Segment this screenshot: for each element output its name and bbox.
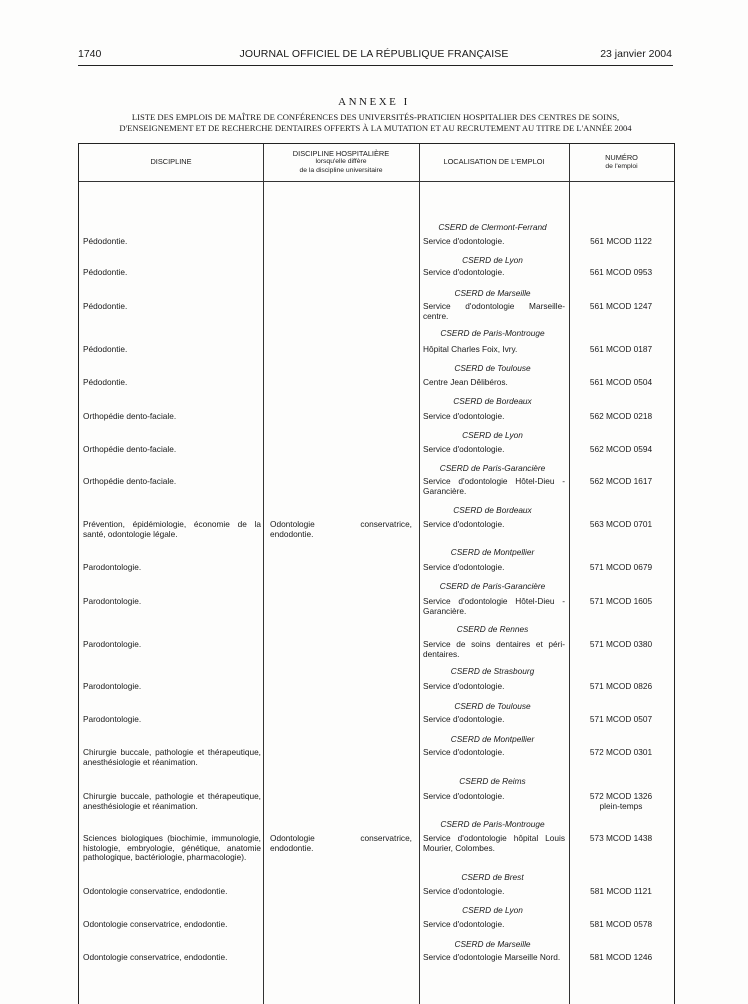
service-cell: Service de soins dentaires et péri-dentaires.: [423, 639, 565, 659]
cserd-location: CSERD de Clermont-Ferrand: [438, 222, 547, 232]
service-cell: Centre Jean Dêlibéros.: [423, 377, 508, 387]
service-cell: Service d'odontologie Hôtel-Dieu - Garancière.: [423, 596, 565, 616]
employment-number: 572 MCOD 0301: [589, 747, 653, 757]
employment-number: 561 MCOD 0504: [589, 377, 653, 387]
discipline-cell: Pédodontie.: [83, 267, 128, 277]
annex-label: ANNEXE I: [338, 96, 410, 108]
list-title-line-1: LISTE DES EMPLOIS DE MAÎTRE DE CONFÉRENCES DES UNIVERSITÉS-PRATICIEN HOSPITALIER DES CENTRES DE SOINS,: [131, 112, 620, 122]
cserd-location: CSERD de Lyon: [462, 255, 523, 265]
cserd-location: CSERD de Toulouse: [454, 701, 531, 711]
service-cell: Service d'odontologie.: [423, 519, 505, 529]
service-cell: Service d'odontologie.: [423, 886, 505, 896]
col-header-number-line-2: de l'emploi: [605, 162, 638, 170]
discipline-cell: Prévention, épidémiologie, économie de la santé, odontologie légale.: [83, 519, 261, 539]
discipline-cell: Parodontologie.: [83, 639, 142, 649]
employment-number: 563 MCOD 0701: [589, 519, 653, 529]
employment-number: 581 MCOD 1246: [589, 952, 653, 962]
discipline-cell: Parodontologie.: [83, 562, 142, 572]
service-cell: Service d'odontologie.: [423, 562, 505, 572]
hospital-discipline-cell: Odontologie conservatrice, endodontie.: [270, 833, 412, 853]
discipline-cell: Pédodontie.: [83, 301, 128, 311]
service-cell: Hôpital Charles Foix, Ivry.: [423, 344, 518, 354]
discipline-cell: Parodontologie.: [83, 681, 142, 691]
cserd-location: CSERD de Bordeaux: [453, 505, 532, 515]
discipline-cell: Chirurgie buccale, pathologie et thérapeutique, anesthésiologie et réanimation.: [83, 791, 261, 811]
employment-number: 571 MCOD 0380: [589, 639, 653, 649]
employment-number: 562 MCOD 0594: [589, 444, 653, 454]
cserd-location: CSERD de Lyon: [462, 905, 523, 915]
cserd-location: CSERD de Marseille: [454, 288, 531, 298]
hospital-discipline-cell: Odontologie conservatrice, endodontie.: [270, 519, 412, 539]
cserd-location: CSERD de Paris-Montrouge: [440, 819, 545, 829]
discipline-cell: Parodontologie.: [83, 714, 142, 724]
publication-date: 23 janvier 2004: [600, 48, 672, 60]
service-cell: Service d'odontologie.: [423, 747, 505, 757]
page-number: 1740: [78, 48, 102, 60]
service-cell: Service d'odontologie.: [423, 791, 505, 801]
discipline-cell: Odontologie conservatrice, endodontie.: [83, 952, 228, 962]
employment-number: 571 MCOD 0826: [589, 681, 653, 691]
cserd-location: CSERD de Bordeaux: [453, 396, 532, 406]
discipline-cell: Sciences biologiques (biochimie, immunologie, histologie, embryologie, génétique, anatomie pathologique, bactériologie, pharmacologie).: [83, 833, 261, 863]
col-header-discipline-text: DISCIPLINE: [150, 157, 192, 167]
cserd-location: CSERD de Paris-Garancière: [439, 581, 546, 591]
cserd-location: CSERD de Montpellier: [450, 547, 535, 557]
discipline-cell: Pédodontie.: [83, 344, 128, 354]
employment-number: 573 MCOD 1438: [589, 833, 653, 843]
employment-number: 581 MCOD 0578: [589, 919, 653, 929]
cserd-location: CSERD de Brest: [461, 872, 524, 882]
discipline-cell: Orthopédie dento-faciale.: [83, 444, 177, 454]
cserd-location: CSERD de Rennes: [456, 624, 529, 634]
employment-number: 571 MCOD 0679: [589, 562, 653, 572]
service-cell: Service d'odontologie.: [423, 444, 505, 454]
employment-number: 571 MCOD 0507: [589, 714, 653, 724]
cserd-location: CSERD de Marseille: [454, 939, 531, 949]
col-header-hospital-line-1: DISCIPLINE HOSPITALIÈRE: [292, 148, 390, 158]
employment-number: 562 MCOD 0218: [589, 411, 653, 421]
employment-number: 561 MCOD 0953: [589, 267, 653, 277]
employment-number: 561 MCOD 1122: [590, 236, 652, 246]
cserd-location: CSERD de Paris-Garancière: [439, 463, 546, 473]
employment-number: 571 MCOD 1605: [589, 596, 653, 606]
service-cell: Service d'odontologie.: [423, 267, 505, 277]
cserd-location: CSERD de Montpellier: [450, 734, 535, 744]
col-header-hospital-line-3: de la discipline universitaire: [299, 166, 383, 174]
cserd-location: CSERD de Reims: [459, 776, 526, 786]
employment-number-note: plein-temps: [599, 801, 643, 811]
col-header-location-text: LOCALISATION DE L'EMPLOI: [443, 157, 545, 167]
service-cell: Service d'odontologie.: [423, 411, 505, 421]
discipline-cell: Orthopédie dento-faciale.: [83, 476, 177, 486]
service-cell: Service d'odontologie.: [423, 236, 505, 246]
service-cell: Service d'odontologie Hôtel-Dieu - Garancière.: [423, 476, 565, 496]
employment-number: 561 MCOD 0187: [589, 344, 653, 354]
service-cell: Service d'odontologie.: [423, 681, 505, 691]
discipline-cell: Pédodontie.: [83, 236, 128, 246]
col-header-number-line-1: NUMÉRO: [605, 152, 638, 162]
discipline-cell: Odontologie conservatrice, endodontie.: [83, 919, 228, 929]
discipline-cell: Orthopédie dento-faciale.: [83, 411, 177, 421]
discipline-cell: Parodontologie.: [83, 596, 142, 606]
cserd-location: CSERD de Toulouse: [454, 363, 531, 373]
employment-number: 572 MCOD 1326: [589, 791, 653, 801]
service-cell: Service d'odontologie hôpital Louis Mourier, Colombes.: [423, 833, 565, 853]
employment-number: 561 MCOD 1247: [589, 301, 653, 311]
service-cell: Service d'odontologie.: [423, 919, 505, 929]
employment-number: 581 MCOD 1121: [590, 886, 652, 896]
discipline-cell: Pédodontie.: [83, 377, 128, 387]
cserd-location: CSERD de Strasbourg: [450, 666, 535, 676]
service-cell: Service d'odontologie.: [423, 714, 505, 724]
discipline-cell: Odontologie conservatrice, endodontie.: [83, 886, 228, 896]
list-title-line-2: D'ENSEIGNEMENT ET DE RECHERCHE DENTAIRES OFFERTS À LA MUTATION ET AU RECRUTEMENT AU TITRE DE L'ANNÉE 2004: [119, 123, 632, 133]
cserd-location: CSERD de Paris-Montrouge: [440, 328, 545, 338]
employment-number: 562 MCOD 1617: [589, 476, 653, 486]
cserd-location: CSERD de Lyon: [462, 430, 523, 440]
discipline-cell: Chirurgie buccale, pathologie et thérapeutique, anesthésiologie et réanimation.: [83, 747, 261, 767]
service-cell: Service d'odontologie Marseille-centre.: [423, 301, 565, 321]
journal-title: JOURNAL OFFICIEL DE LA RÉPUBLIQUE FRANÇAISE: [239, 48, 509, 60]
service-cell: Service d'odontologie Marseille Nord.: [423, 952, 561, 962]
col-header-hospital-line-2: lorsqu'elle diffère: [315, 158, 367, 166]
